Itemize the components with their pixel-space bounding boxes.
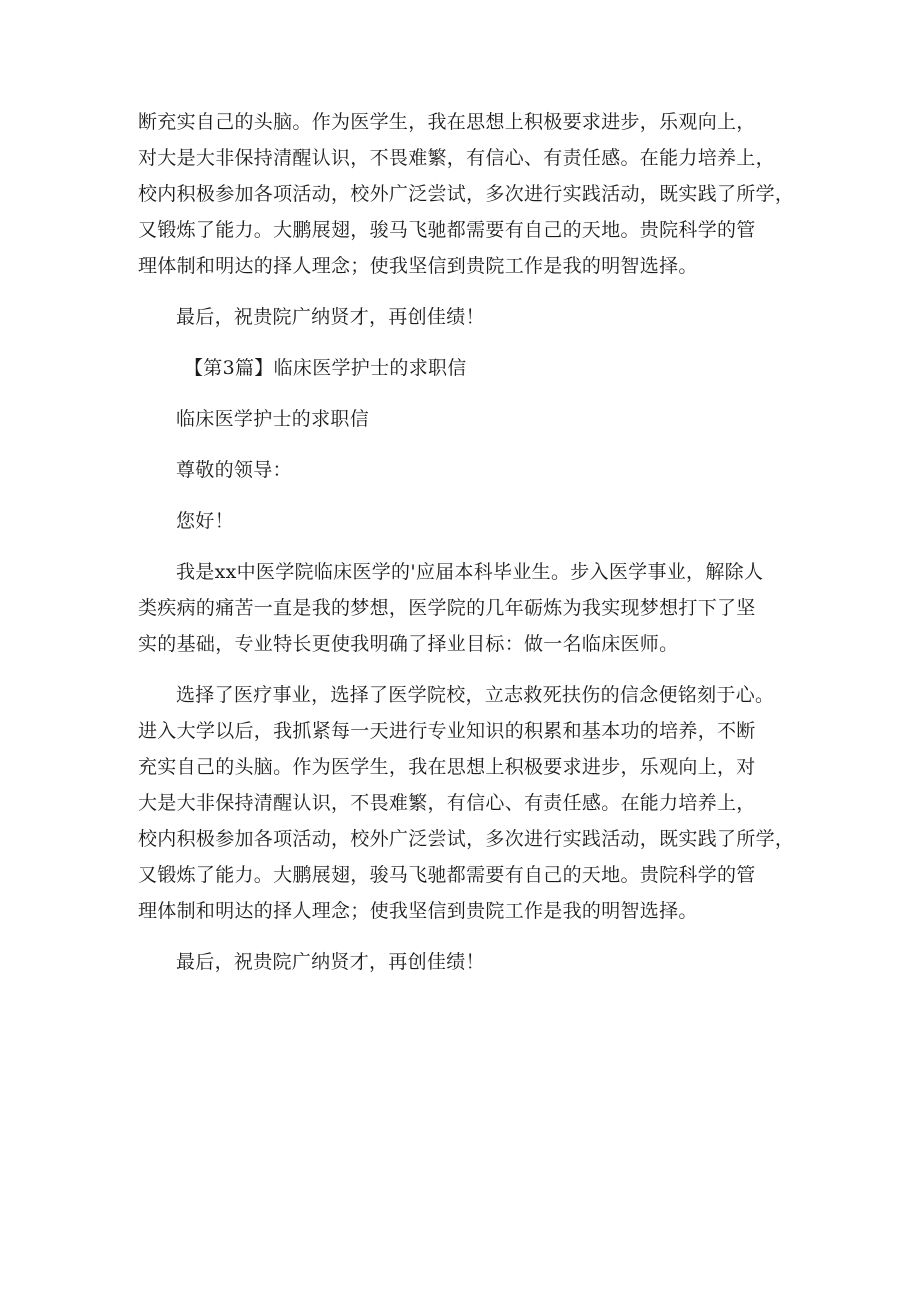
text-line: 理体制和明达的择人理念；使我坚信到贵院工作是我的明智选择。 [138,900,698,922]
paragraph-gap [138,386,798,401]
document-body [138,104,798,980]
section-heading [138,350,798,386]
paragraph-gap [138,335,798,350]
text-line: 选择了医疗事业，选择了医学院校，立志救死扶伤的信念便铭刻于心。 [176,684,775,706]
section-heading-text: 【第3篇】临床医学护士的求职信 [184,357,467,379]
paragraph-body [138,677,798,929]
salutation [138,452,798,488]
paragraph-closing [138,299,798,335]
text-line: 最后，祝贵院广纳贤才，再创佳绩！ [176,306,485,328]
text-line: 最后，祝贵院广纳贤才，再创佳绩！ [176,951,485,973]
text-line: 充实自己的头脑。作为医学生，我在思想上积极要求进步，乐观向上，对 [138,756,756,778]
paragraph-gap [138,662,798,677]
paragraph-intro [138,554,798,662]
greeting [138,503,798,539]
text-line: 大是大非保持清醒认识，不畏难繁，有信心、有责任感。在能力培养上， [138,792,756,814]
letter-title-text: 临床医学护士的求职信 [176,408,370,430]
text-line: 实的基础，专业特长更使我明确了择业目标：做一名临床医师。 [138,633,679,655]
text-line: 类疾病的痛苦一直是我的梦想，医学院的几年砺炼为我实现梦想打下了坚 [138,597,756,619]
greeting-text: 您好！ [176,510,234,532]
text-line: 进入大学以后，我抓紧每一天进行专业知识的积累和基本功的培养，不断 [138,720,756,742]
text-line: 校内积极参加各项活动，校外广泛尝试，多次进行实践活动，既实践了所学， [138,828,795,850]
salutation-text: 尊敬的领导： [176,459,292,481]
text-line: 又锻炼了能力。大鹏展翅，骏马飞驰都需要有自己的天地。贵院科学的管 [138,219,756,241]
paragraph-gap [138,539,798,554]
text-line: 校内积极参加各项活动，校外广泛尝试，多次进行实践活动，既实践了所学， [138,183,795,205]
paragraph-gap [138,929,798,944]
text-line: 又锻炼了能力。大鹏展翅，骏马飞驰都需要有自己的天地。贵院科学的管 [138,864,756,886]
paragraph-gap [138,437,798,452]
text-line: 对大是大非保持清醒认识，不畏难繁，有信心、有责任感。在能力培养上， [138,147,775,169]
text-line: 我是xx中医学院临床医学的'应届本科毕业生。步入医学事业，解除人 [176,561,764,583]
paragraph-closing [138,944,798,980]
text-line: 理体制和明达的择人理念；使我坚信到贵院工作是我的明智选择。 [138,255,698,277]
paragraph-gap [138,284,798,299]
text-line: 断充实自己的头脑。作为医学生，我在思想上积极要求进步，乐观向上， [138,111,756,133]
letter-title [138,401,798,437]
paragraph-gap [138,488,798,503]
paragraph-continued [138,104,798,284]
